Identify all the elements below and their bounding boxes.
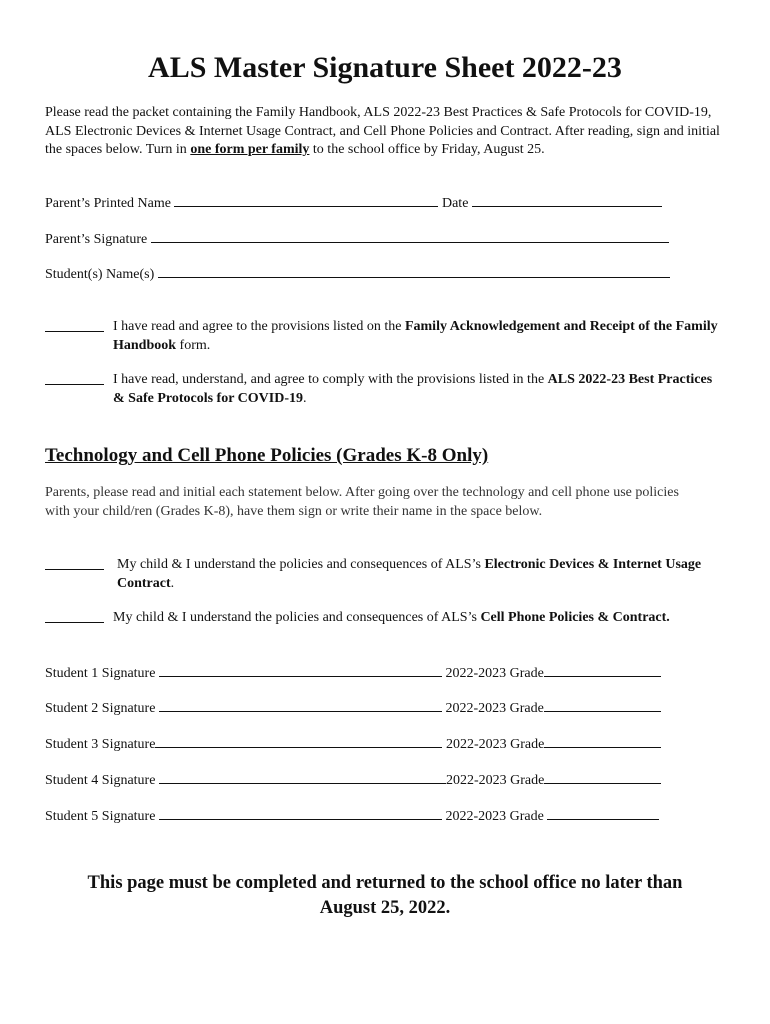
grade-field[interactable] xyxy=(544,770,661,784)
student-signature-label: Student 4 Signature xyxy=(45,773,156,788)
page-title: ALS Master Signature Sheet 2022-23 xyxy=(148,51,622,84)
grade-field[interactable] xyxy=(544,698,661,712)
student-signature-field[interactable] xyxy=(159,770,446,784)
grade-label: 2022-2023 Grade xyxy=(445,701,544,716)
tech-statement-text: My child & I understand the policies and consequences of ALS’s Electronic Devices & Internet Usage Contract. xyxy=(117,557,702,591)
date-field[interactable] xyxy=(472,193,662,207)
grade-field[interactable] xyxy=(544,734,661,748)
student-signature-label: Student 2 Signature xyxy=(45,701,156,716)
parent-signature-label: Parent’s Signature xyxy=(45,232,148,247)
grade-label: 2022-2023 Grade xyxy=(445,773,545,788)
initial-field[interactable] xyxy=(45,371,104,385)
tech-statement xyxy=(45,609,735,629)
initial-field[interactable] xyxy=(45,609,104,623)
deadline-line-2: August 25, 2022. xyxy=(319,898,451,918)
student-signature-row xyxy=(45,734,661,754)
parent-name-row xyxy=(45,193,662,213)
student-signature-field[interactable] xyxy=(159,698,442,712)
initial-field[interactable] xyxy=(45,556,104,570)
student-names-label: Student(s) Name(s) xyxy=(45,267,155,282)
grade-label: 2022-2023 Grade xyxy=(445,666,544,681)
acknowledgement-text: I have read, understand, and agree to comply with the provisions listed in the ALS 2022-23 Best Practices & Safe Protocols for COVID-19. xyxy=(113,372,713,406)
date-label: Date xyxy=(441,196,469,211)
tech-instructions: Parents, please read and initial each statement below. After going over the technology and cell phone use policies with your child/ren (Grades K-8), have them sign or write their name in the space below. xyxy=(45,485,679,519)
grade-label: 2022-2023 Grade xyxy=(445,737,545,752)
student-signature-row xyxy=(45,770,661,790)
grade-field[interactable] xyxy=(544,663,661,677)
student-signature-field[interactable] xyxy=(155,734,442,748)
tech-statement xyxy=(45,556,725,594)
deadline-notice xyxy=(0,871,770,921)
grade-label: 2022-2023 Grade xyxy=(445,809,544,824)
tech-statement-text: My child & I understand the policies and consequences of ALS’s Cell Phone Policies & Contract. xyxy=(113,610,670,625)
parent-name-field[interactable] xyxy=(174,193,438,207)
student-signature-field[interactable] xyxy=(159,806,442,820)
student-signature-label: Student 1 Signature xyxy=(45,666,156,681)
student-signature-field[interactable] xyxy=(159,663,442,677)
tech-section-heading: Technology and Cell Phone Policies (Grades K-8 Only) xyxy=(45,445,489,466)
student-signature-label: Student 3 Signature xyxy=(45,737,156,752)
intro-emphasis: one form per family xyxy=(190,142,310,157)
acknowledgement-item xyxy=(45,318,725,356)
student-signature-row xyxy=(45,806,659,826)
grade-field[interactable] xyxy=(547,806,659,820)
intro-text-2: to the school office by Friday, August 25. xyxy=(309,142,545,157)
student-signature-row xyxy=(45,698,661,718)
student-names-row xyxy=(45,264,670,284)
parent-signature-row xyxy=(45,229,669,249)
parent-name-label: Parent’s Printed Name xyxy=(45,196,171,211)
acknowledgement-item xyxy=(45,371,725,409)
student-signature-label: Student 5 Signature xyxy=(45,809,156,824)
initial-field[interactable] xyxy=(45,318,104,332)
intro-paragraph xyxy=(45,104,725,160)
deadline-line-1: This page must be completed and returned to the school office no later than xyxy=(87,873,683,893)
acknowledgement-text: I have read and agree to the provisions listed on the Family Acknowledgement and Receipt of the Family Handbook form. xyxy=(113,319,718,353)
student-signature-row xyxy=(45,663,661,683)
intro-text-1: Please read the packet containing the Family Handbook, ALS 2022-23 Best Practices & Safe Protocols for COVID-19, ALS Electronic Devices & Internet Usage Contract, and Cell Phone Policies and Contract. After reading, sign and initial the spaces below. Turn in xyxy=(45,105,720,157)
student-names-field[interactable] xyxy=(158,264,670,278)
parent-signature-field[interactable] xyxy=(151,229,669,243)
